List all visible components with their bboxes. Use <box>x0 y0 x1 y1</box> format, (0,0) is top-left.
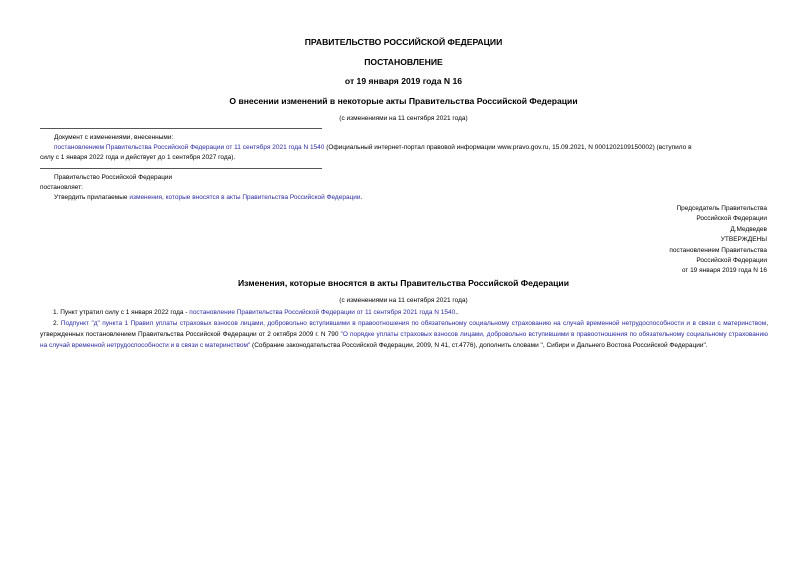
annex-revision-note: (с изменениями на 11 сентября 2021 года) <box>339 297 468 304</box>
amending-act-link[interactable]: постановлением Правительства Российской Федерации от 11 сентября 2021 года N 1540 <box>54 144 325 151</box>
changes-rest: (Официальный интернет-портал правовой информации www.pravo.gov.ru, 15.09.2021, N 0001202109150002) (вступило в <box>324 144 692 151</box>
changes-effective: силу с 1 января 2022 года и действует до 1 сентября 2027 года). <box>40 154 236 161</box>
changes-intro: Документ с изменениями, внесенными: <box>54 134 174 141</box>
annex-title: Изменения, которые вносятся в акты Правительства Российской Федерации <box>237 278 569 288</box>
date-number: от 19 января 2019 года N 16 <box>344 76 463 86</box>
divider <box>40 128 322 129</box>
signature-country: Российской Федерации <box>696 215 767 223</box>
changes-line <box>54 143 768 153</box>
approved-country: Российской Федерации <box>696 257 767 265</box>
org-heading: ПРАВИТЕЛЬСТВО РОССИЙСКОЙ ФЕДЕРАЦИИ <box>304 37 503 47</box>
item2-middle: , утвержденных постановлением Правительства Российской Федерации от 2 октября 2009 г. N 790 <box>40 320 768 339</box>
signature-block <box>669 204 767 277</box>
document-title: О внесении изменений в некоторые акты Правительства Российской Федерации <box>229 96 578 106</box>
annex-item-2 <box>40 318 768 352</box>
approved-date: от 19 января 2019 года N 16 <box>681 267 767 275</box>
subject-text: Правительство Российской Федерации <box>54 174 173 181</box>
approve-prefix: Утвердить прилагаемые <box>54 194 130 201</box>
item1-prefix: 1. Пункт утратил силу с 1 января 2022 года - <box>53 309 190 316</box>
item1-link[interactable]: постановление Правительства Российской Федерации от 11 сентября 2021 года N 1540 <box>189 309 456 316</box>
resolution-790-link[interactable]: "О порядке уплаты страховых взносов лицами, добровольно вступившими в правоотношения по обязательному социальному страхованию на случай временной нетрудоспособности и в связи с материнством" <box>40 331 768 350</box>
doc-type-heading: ПОСТАНОВЛЕНИЕ <box>364 57 443 67</box>
decides-text: постановляет: <box>40 184 83 191</box>
approved-label: УТВЕРЖДЕНЫ <box>720 236 767 244</box>
divider <box>40 168 322 169</box>
approve-paragraph <box>54 193 362 203</box>
signature-name: Д.Медведев <box>730 225 767 233</box>
item2-suffix: (Собрание законодательства Российской Федерации, 2009, N 41, ст.4776), дополнить словами ", Сибири и Дальнего Востока Российской Федерации". <box>250 342 708 350</box>
revision-note: (с изменениями на 11 сентября 2021 года) <box>339 115 468 122</box>
approved-by: постановлением Правительства <box>669 246 767 254</box>
signature-title: Председатель Правительства <box>676 205 767 212</box>
changes-link[interactable]: изменения, которые вносятся в акты Правительства Российской Федерации <box>129 194 361 201</box>
approve-suffix: . <box>360 194 363 201</box>
item2-number: 2. <box>53 320 61 327</box>
annex-item-1 <box>40 307 768 318</box>
item1-suffix: .. <box>455 309 459 316</box>
rules-link[interactable]: Подпункт "д" пункта 1 Правил уплаты страховых взносов лицами, добровольно вступившими в правоотношения по обязательному социальному страхованию на случай временной нетрудоспособности и в связи с материнством <box>60 320 767 327</box>
